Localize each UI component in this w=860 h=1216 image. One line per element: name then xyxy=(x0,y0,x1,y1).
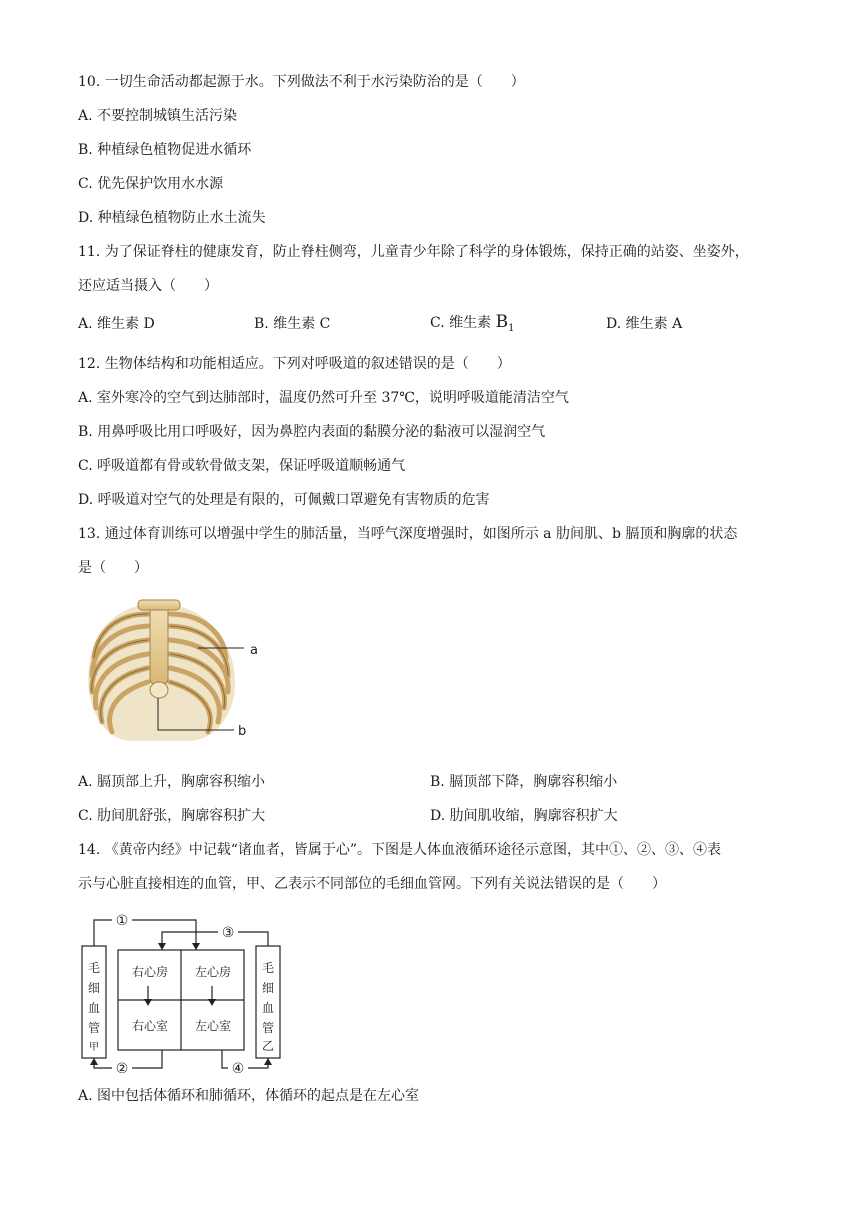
left-ventricle-label: 左心室 xyxy=(194,1019,232,1033)
label-b: b xyxy=(238,724,247,739)
q11-option-c-subscript: 1 xyxy=(508,322,515,334)
vessel-2-label: ② xyxy=(115,1061,129,1074)
q11-option-d: D. 维生素 A xyxy=(606,316,683,332)
q10-option-b: B. 种植绿色植物促进水循环 xyxy=(78,142,252,158)
q11-stem-line2: 还应适当摄入（ ） xyxy=(78,278,218,294)
q12-option-d: D. 呼吸道对空气的处理是有限的，可佩戴口罩避免有害物质的危害 xyxy=(78,492,490,508)
capillary-jia-char-2: 细 xyxy=(87,981,101,995)
q13-stem-line2: 是（ ） xyxy=(78,560,148,576)
q10-stem: 10. 一切生命活动都起源于水。下列做法不利于水污染防治的是（ ） xyxy=(78,74,525,90)
q14-stem-line1: 14. 《黄帝内经》中记载“诸血者，皆属于心”。下图是人体血液循环途径示意图，其中①、②、③、④表 xyxy=(78,842,722,858)
vessel-1-line xyxy=(94,920,196,950)
q11-option-c-prefix: C. 维生素 xyxy=(430,315,496,331)
capillary-yi-char-3: 血 xyxy=(261,1001,275,1015)
q11-option-c-letter: B xyxy=(495,312,509,332)
rib-cage-illustration xyxy=(88,600,235,741)
q10-option-d: D. 种植绿色植物防止水土流失 xyxy=(78,210,266,226)
capillary-yi-char-1: 毛 xyxy=(261,961,275,975)
q14-option-a: A. 图中包括体循环和肺循环，体循环的起点是在左心室 xyxy=(78,1088,420,1104)
label-a: a xyxy=(250,643,258,658)
capillary-yi-char-4: 管 xyxy=(261,1021,275,1035)
q12-option-b: B. 用鼻呼吸比用口呼吸好，因为鼻腔内表面的黏膜分泌的黏液可以湿润空气 xyxy=(78,424,546,440)
vessel-3-label: ③ xyxy=(221,925,235,941)
capillary-yi-char-2: 细 xyxy=(261,981,275,995)
capillary-jia-char-4: 管 xyxy=(87,1021,101,1035)
vessel-1-label: ① xyxy=(115,913,129,929)
q11-option-b: B. 维生素 C xyxy=(254,316,331,332)
q13-stem-line1: 13. 通过体育训练可以增强中学生的肺活量，当呼气深度增强时，如图所示 a 肋间肌、b 膈顶和胸廓的状态 xyxy=(78,526,738,542)
blood-circulation-diagram xyxy=(78,906,288,1074)
q13-option-d: D. 肋间肌收缩，胸廓容积扩大 xyxy=(430,808,618,824)
left-atrium-label: 左心房 xyxy=(194,965,232,979)
capillary-jia-char-5: 甲 xyxy=(89,1042,99,1053)
q12-option-c: C. 呼吸道都有骨或软骨做支架，保证呼吸道顺畅通气 xyxy=(78,458,406,474)
q12-option-a: A. 室外寒冷的空气到达肺部时，温度仍然可升至 37℃，说明呼吸道能清洁空气 xyxy=(78,390,569,406)
q11-stem-line1: 11. 为了保证脊柱的健康发育，防止脊柱侧弯，儿童青少年除了科学的身体锻炼，保持正确的站姿、坐姿外， xyxy=(78,244,749,260)
q13-option-b: B. 膈顶部下降，胸廓容积缩小 xyxy=(430,774,618,790)
q14-stem-line2: 示与心脏直接相连的血管，甲、乙表示不同部位的毛细血管网。下列有关说法错误的是（ ） xyxy=(78,876,666,892)
q10-option-a: A. 不要控制城镇生活污染 xyxy=(78,108,238,124)
thorax-figure xyxy=(78,596,278,746)
capillary-yi-char-5: 乙 xyxy=(261,1039,275,1053)
q13-option-c: C. 肋间肌舒张，胸廓容积扩大 xyxy=(78,808,266,824)
vessel-3-line xyxy=(162,932,268,950)
right-ventricle-label: 右心室 xyxy=(131,1019,169,1033)
q12-stem: 12. 生物体结构和功能相适应。下列对呼吸道的叙述错误的是（ ） xyxy=(78,356,511,372)
vessel-4-label: ④ xyxy=(231,1061,245,1074)
capillary-jia-char-3: 血 xyxy=(87,1001,101,1015)
right-atrium-label: 右心房 xyxy=(131,965,169,979)
q10-option-c: C. 优先保护饮用水水源 xyxy=(78,176,224,192)
q11-option-c xyxy=(430,312,514,339)
capillary-jia-char-1: 毛 xyxy=(87,961,101,975)
q11-option-a: A. 维生素 D xyxy=(78,316,155,332)
q13-option-a: A. 膈顶部上升，胸廓容积缩小 xyxy=(78,774,266,790)
